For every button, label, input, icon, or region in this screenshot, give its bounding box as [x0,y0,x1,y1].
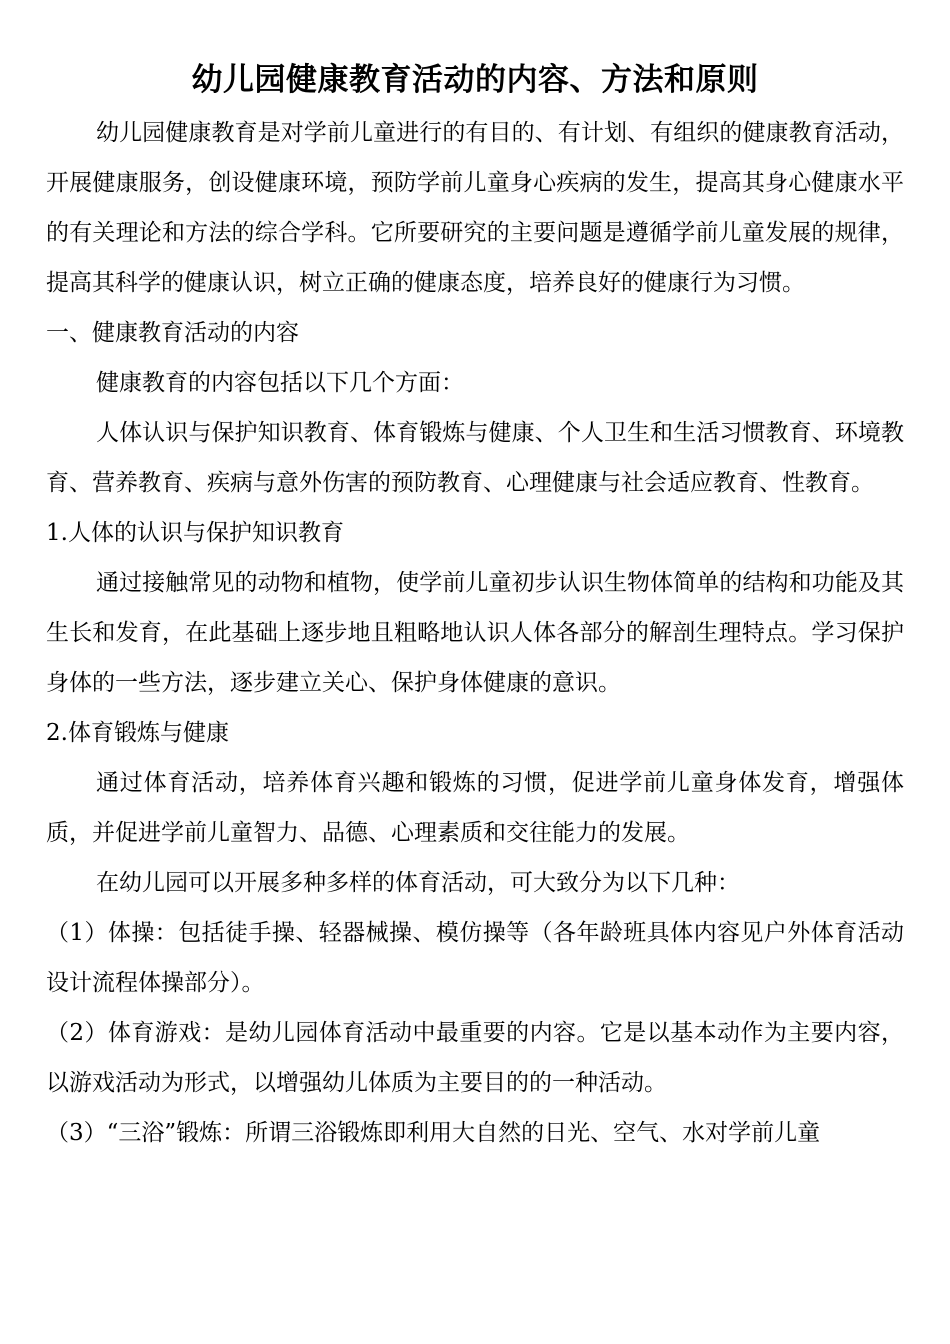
document-title: 幼儿园健康教育活动的内容、方法和原则 [191,62,759,98]
item1-paragraph: 通过接触常见的动物和植物，使学前儿童初步认识生物体简单的结构和功能及其生长和发育，在此基础上逐步地且粗略地认识人体各部分的解剖生理特点。学习保护身体的一些方法，逐步建立关心、保护身体健康的意识。 [46,570,904,696]
item2-paragraph: 通过体育活动，培养体育兴趣和锻炼的习惯，促进学前儿童身体发育，增强体质，并促进学前儿童智力、品德、心理素质和交往能力的发展。 [46,770,904,846]
subitem-sports-games: （2）体育游戏：是幼儿园体育活动中最重要的内容。它是以基本动作为主要内容，以游戏活动为形式，以增强幼儿体质为主要目的的一种活动。 [46,1020,904,1096]
intro-paragraph: 幼儿园健康教育是对学前儿童进行的有目的、有计划、有组织的健康教育活动，开展健康服务，创设健康环境，预防学前儿童身心疾病的发生，提高其身心健康水平的有关理论和方法的综合学科。它所要研究的主要问题是遵循学前儿童发展的规律，提高其科学的健康认识，树立正确的健康态度，培养良好的健康行为习惯。 [46,120,904,296]
subitem-gymnastics: （1）体操：包括徒手操、轻器械操、模仿操等（各年龄班具体内容见户外体育活动设计流程体操部分）。 [46,920,904,996]
subitem-three-baths: （3）“三浴”锻炼：所谓三浴锻炼即利用大自然的日光、空气、水对学前儿童 [46,1120,821,1146]
item1-heading: 1.人体的认识与保护知识教育 [46,520,344,546]
section1-heading: 一、健康教育活动的内容 [46,320,299,346]
item2-heading: 2.体育锻炼与健康 [46,720,229,746]
section1-list: 人体认识与保护知识教育、体育锻炼与健康、个人卫生和生活习惯教育、环境教育、营养教育、疾病与意外伤害的预防教育、心理健康与社会适应教育、性教育。 [46,420,904,496]
section1-lead: 健康教育的内容包括以下几个方面： [96,370,464,396]
item2-paragraph-2: 在幼儿园可以开展多种多样的体育活动，可大致分为以下几种： [96,870,740,896]
